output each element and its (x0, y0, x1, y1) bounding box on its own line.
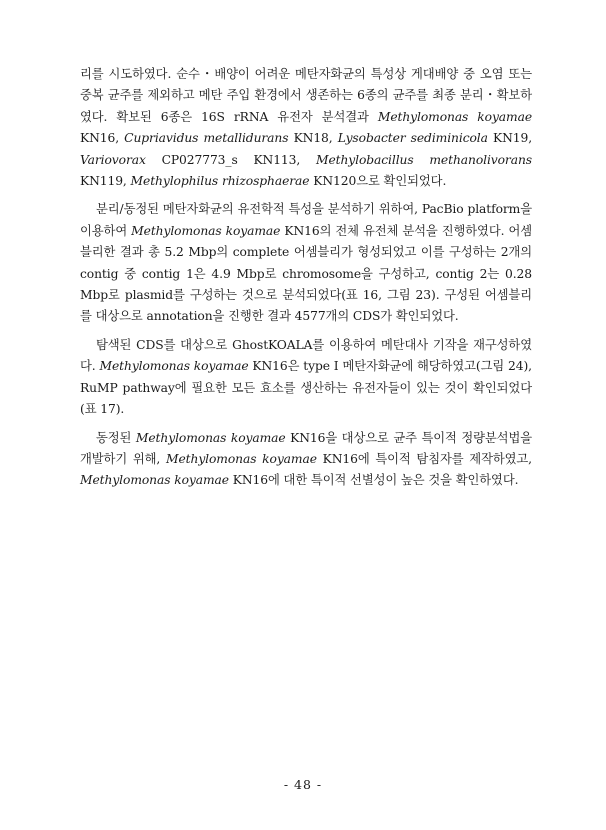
text-run: 분리/동정된 메탄자화균의 유전학적 특성을 분석하기 위하여, PacBio platform을 이용하여 (80, 202, 532, 238)
text-run: KN18, (288, 131, 338, 146)
text-run: KN16, (80, 131, 125, 146)
page-number: - 48 - (283, 777, 323, 792)
text-run: KN16의 전체 유전체 분석을 진행하였다. 어셈블리한 결과 총 5.2 Mbp의 complete 어셈블리가 형성되었고 이를 구성하는 2개의 contig 중 contig 1은 4.9 Mbp로 chromosome을 구성하고, contig 2는 0.28 Mbp로 plasmid를 구성하는 것으로 분석되었다(표 16, 그림 23). 구성된 어셈블리를 대상으로 annotation을 진행한 결과 4577개의 CDS가 확인되었다. (80, 223, 532, 324)
paragraph-quantification-method (80, 428, 532, 492)
species-name: Methylomonas koyamae (131, 223, 281, 238)
text-run: KN119, (80, 174, 131, 189)
species-name: Methylomonas koyamae (135, 430, 286, 445)
species-name: Cupriavidus metallidurans (124, 131, 289, 146)
text-run: KN120으로 확인되었다. (309, 174, 447, 189)
paragraph-isolation-results (80, 64, 532, 192)
species-name: Methylophilus rhizosphaerae (130, 174, 310, 189)
text-run: KN16은 type I 메탄자화균에 해당하였고(그림 24), RuMP pathway에 필요한 모든 효소를 생산하는 유전자들이 있는 것이 확인되었다(표 17). (80, 359, 532, 417)
text-run: CP027773_s KN113, (145, 152, 316, 167)
species-name: Lysobacter sediminicola (337, 131, 488, 146)
species-name: Methylomonas koyamae (377, 109, 533, 124)
text-run: KN16에 특이적 탐침자를 제작하였고, (316, 451, 532, 466)
paragraph-genome-analysis (80, 199, 532, 327)
document-body (80, 64, 532, 499)
species-name: Methylobacillus methanolivorans (315, 152, 532, 167)
text-run: 탐색된 CDS를 대상으로 GhostKOALA를 이용하여 메탄대사 기작을 재구성하였다. (80, 337, 532, 374)
text-run: KN16을 대상으로 균주 특이적 정량분석법을 개발하기 위해, (80, 430, 532, 466)
text-run: 동정된 (96, 430, 136, 445)
species-name: Methylomonas koyamae (80, 473, 229, 488)
text-run: KN19, (487, 131, 532, 146)
text-run: KN16에 대한 특이적 선별성이 높은 것을 확인하였다. (228, 473, 519, 488)
species-name: Variovorax (80, 152, 146, 167)
species-name: Methylomonas koyamae (99, 359, 249, 374)
species-name: Methylomonas koyamae (165, 451, 317, 466)
paragraph-metabolic-pathway (80, 335, 532, 421)
text-run: 리를 시도하였다. 순수・배양이 어려운 메탄자화균의 특성상 게대배양 중 오염 또는 중복 균주를 제외하고 메탄 주입 환경에서 생존하는 6종의 균주를 최종 분리・확보하였다. 확보된 6종은 16S rRNA 유전자 분석결과 (80, 67, 532, 124)
